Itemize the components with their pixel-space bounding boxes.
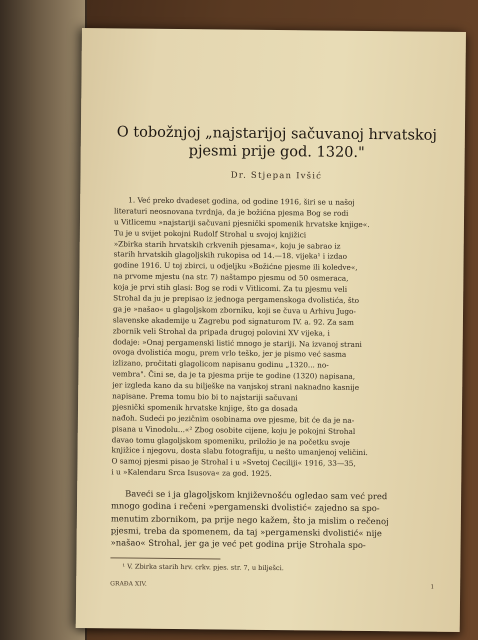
text-line: dodaje: »Onaj pergamenski listić mnogo je stariji. Na izvanoj strani (112, 336, 362, 349)
text-line: vembra". Čini se, da je ta pjesma prije te godine (1320) napisana, (112, 369, 356, 382)
text-line: davao tomu glagoljskom spomeniku, priložio je na početku svoje (111, 434, 350, 447)
article-title (115, 123, 439, 162)
book-page (76, 28, 466, 632)
text-line: menutim zbornikom, pa prije nego kažem, što ja mislim o rečenoj (110, 512, 389, 526)
text-line: koja je prvi stih glasi: Bog se rodi v Vitlicomi. Za tu pjesmu veli (113, 282, 348, 294)
text-line: izlizano, pročitati glagolicom napisanu godinu „1320... no- (112, 358, 329, 370)
text-line: i u »Kalendaru Srca Isusova« za god. 1925. (111, 467, 272, 479)
article-paragraph-2 (111, 487, 436, 551)
title-line: O tobožnjoj „najstarijoj sačuvanoj hrvatskoj (116, 124, 438, 144)
text-line: pjesnički spomenik hrvatske knjige, što ga dosada (111, 402, 298, 414)
text-line: pjesmi, treba da spomenem, da taj »pergamenski dvolistić« nije (110, 525, 382, 538)
text-line: O samoj pjesmi pisao je Strohal i u »Svetoj Ceciliji« 1916, 33—35, (111, 456, 356, 469)
text-line: zbornik veli Strohal da pripada drugoj polovini XV vijeka, i (112, 326, 330, 338)
title-line: pjesmi prije god. 1320." (188, 143, 365, 161)
text-line: Baveći se i ja glagoljskom književnošću ogledao sam već pred (125, 488, 388, 502)
text-line: »Zbirka starih hrvatskih crkvenih pjesama«, koju je sabrao iz (113, 238, 341, 251)
text-line: starih hrvatskih glagoljskih rukopisa od 14.—18. vijeka¹ i izdao (113, 249, 348, 262)
text-line: pisana u Vinodolu...«² Zbog osobite cijene, koju je pokojni Strohal (111, 424, 356, 436)
article-author: Dr. Stjepan Ivšić (230, 170, 323, 182)
article-body (111, 195, 438, 482)
text-line: ga je »našao« u glagoljskom zborniku, koji se čuva u Arhivu Jugo- (113, 304, 356, 316)
text-line: napisane. Prema tomu bio bi to najstariji sačuvani (112, 391, 298, 403)
footer-source: GRAĐA XIV. (110, 580, 147, 588)
text-line: literaturi neosnovana tvrdnja, da je božićna pjesma Bog se rodi (114, 206, 349, 218)
text-line: u Vitlicemu »najstariji sačuvani pjesnički spomenik hrvatske knjige«. (113, 217, 370, 229)
text-line: knjižice i njegovu, dosta slabu fotografiju, u nešto umanjenoj veličini. (111, 445, 368, 458)
text-line: 1. Već preko dvadeset godina, od godine 1916, širi se u našoj (128, 195, 355, 207)
text-line: na prvome mjestu (na str. 7) naštampo pjesmu od 50 osmeraca, (113, 271, 349, 284)
text-line: slavenske akademije u Zagrebu pod signaturom IV. a. 92. Za sam (112, 315, 355, 327)
text-line: Strohal da ju je prepisao iz jednoga pergamenskoga dvolistića, što (113, 293, 360, 305)
page-footer (110, 580, 434, 593)
left-page-edge (0, 0, 87, 640)
page-number: 1 (430, 583, 435, 591)
text-line: Tu je u svijet pokojni Rudolf Strohal u svojoj knjižici (113, 228, 307, 240)
text-line: ovoga dvolistića mogu, prem vrlo teško, jer je pismo već sasma (112, 347, 347, 360)
footnote-rule (110, 557, 220, 559)
text-line: nađoh. Sudeći po jezičnim osobinama ove pjesme, bit će da je na- (111, 413, 355, 425)
page-content (110, 123, 439, 593)
text-line: »našao« Strohal, jer ga je već pet godina prije Strohala spo- (110, 537, 366, 550)
text-line: mnogo godina i rečeni »pergamenski dvolistić« zajedno sa spo- (110, 500, 380, 514)
footnote: ¹ V. Zbirka starih hrv. crkv. pjes. str. 7, u bilješci. (122, 562, 284, 573)
text-line: jer izgleda kano da su bilješke na vanjskoj strani naknadno kasnije (112, 380, 360, 393)
text-line: godine 1916. U toj zbirci, u odjeljku »Božićne pjesme ili koledve«, (113, 260, 358, 273)
